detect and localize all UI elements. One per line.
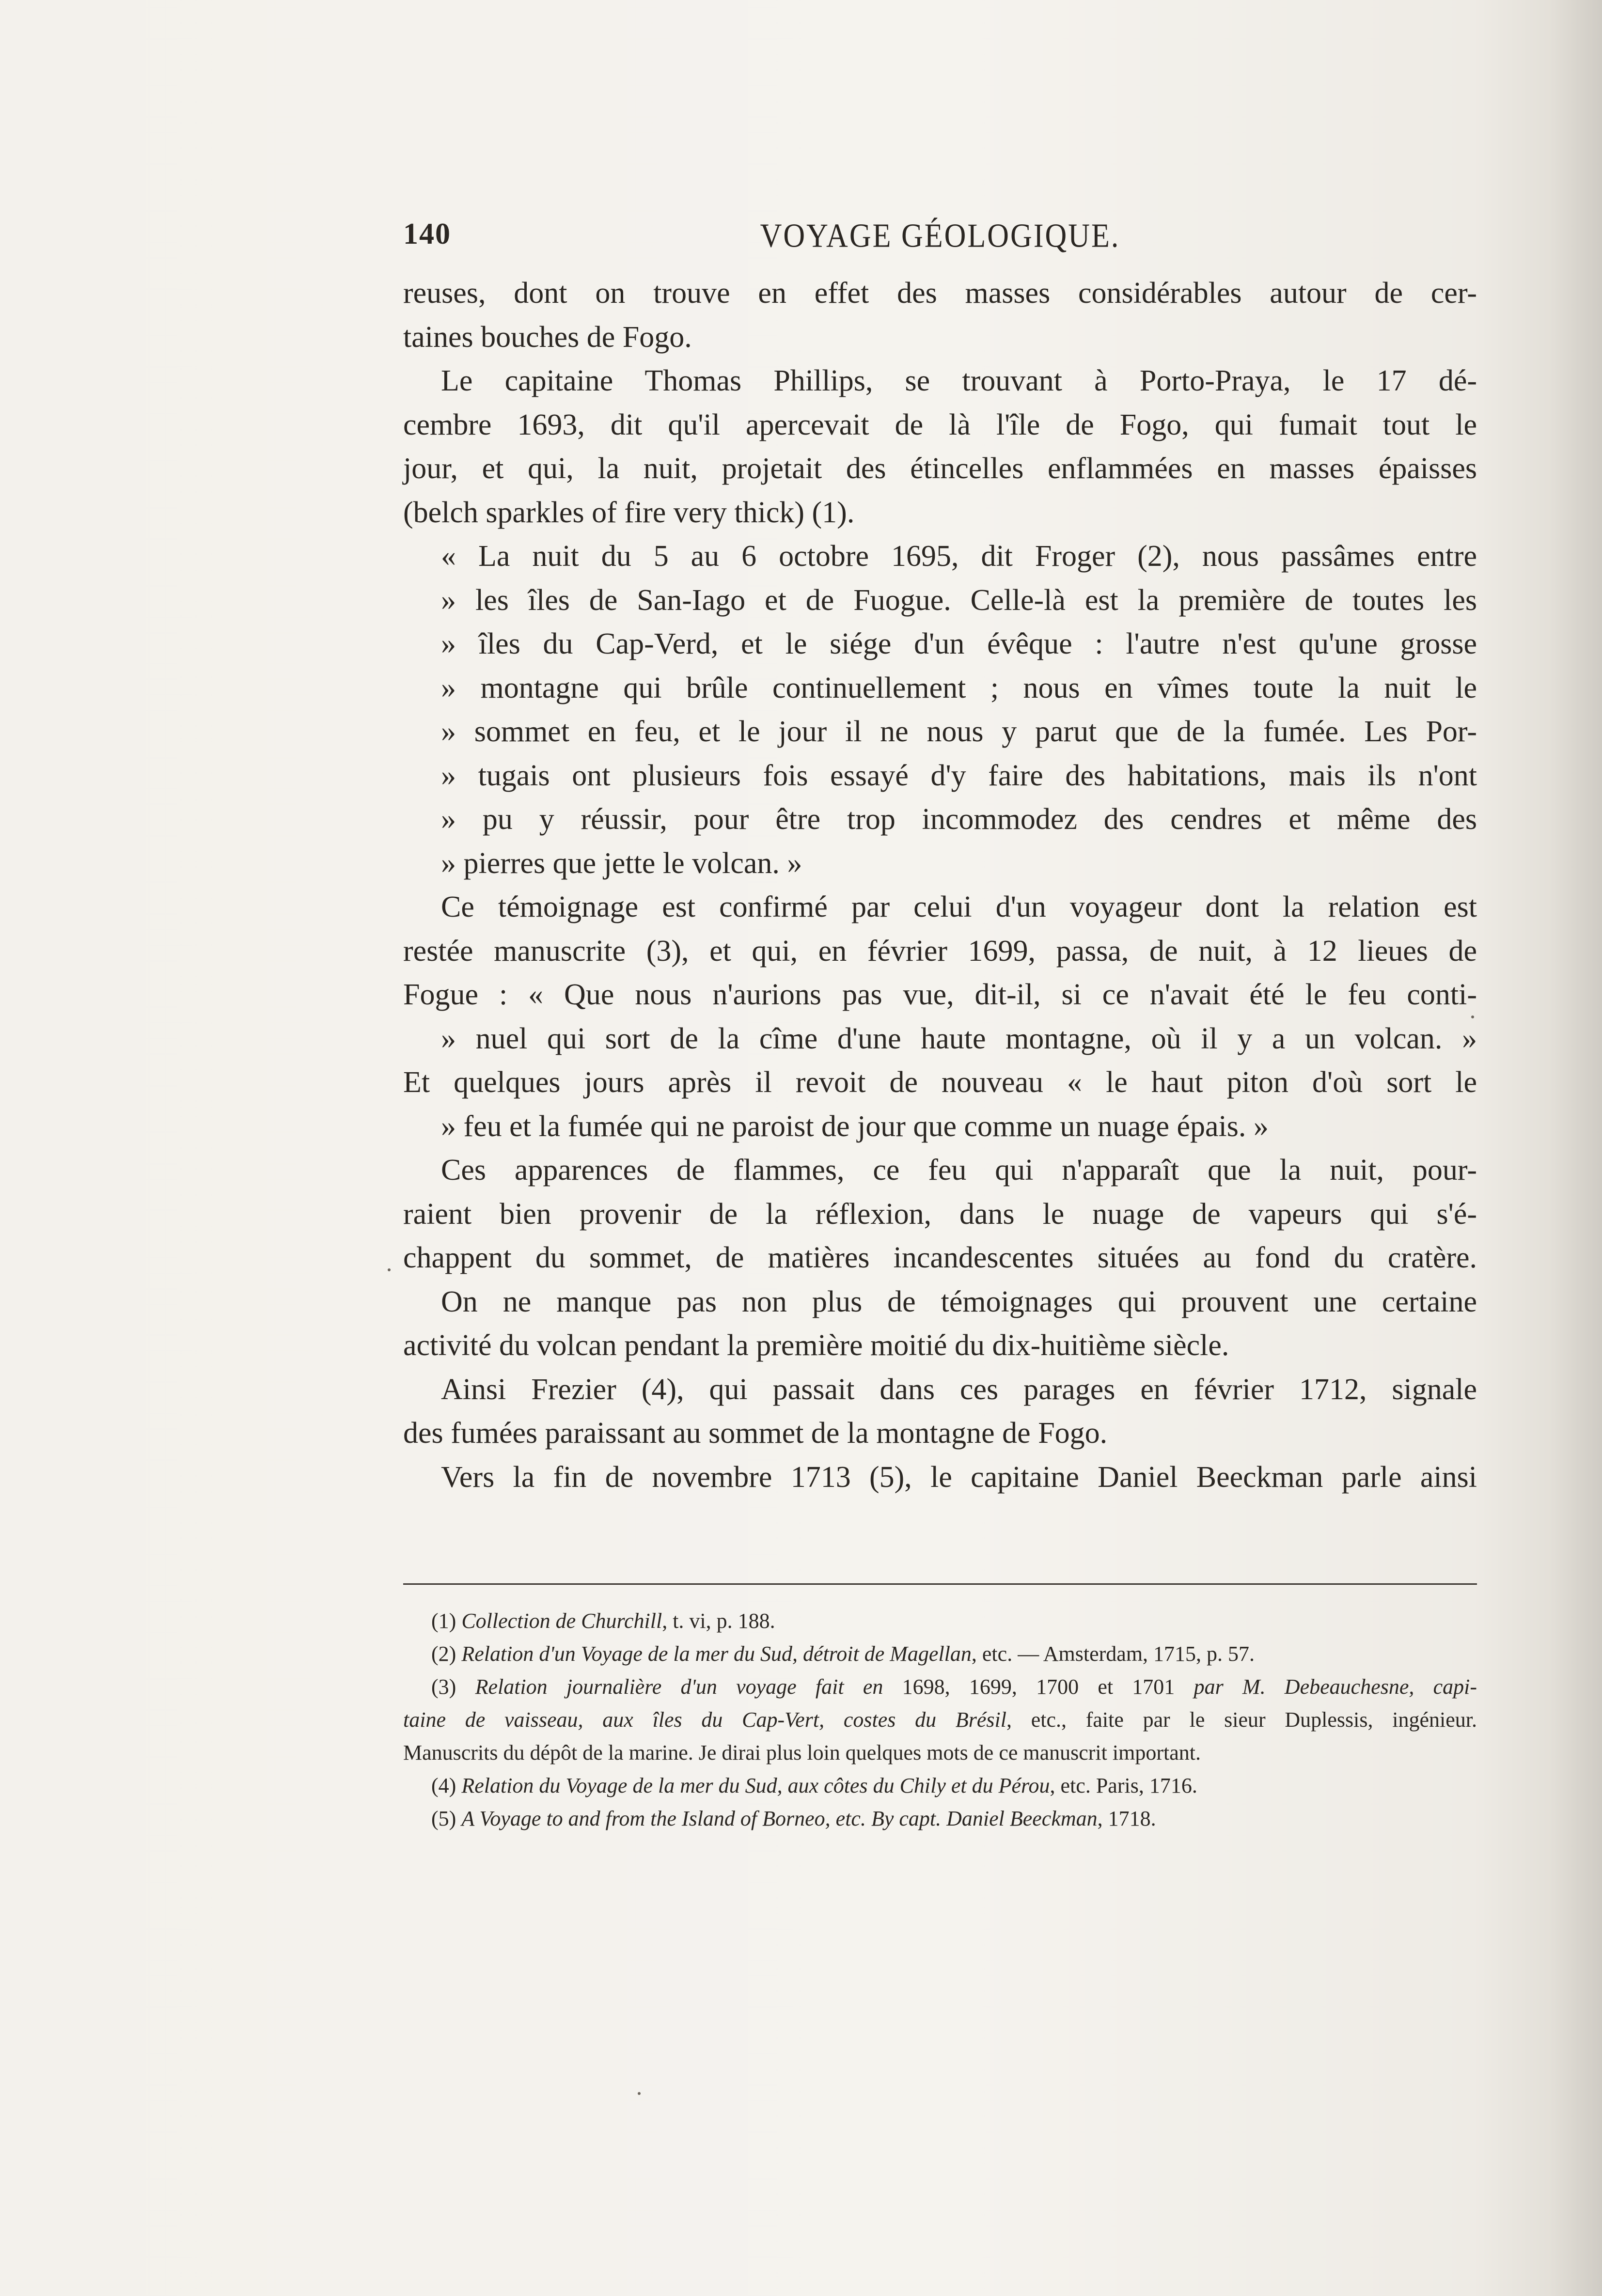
footnote-tail: , etc. Paris, 1716. bbox=[1050, 1774, 1197, 1797]
text-line: reuses, dont on trouve en effet des masses considérables autour de cer- bbox=[403, 277, 1477, 310]
footnote-tail: , etc. — Amsterdam, 1715, p. 57. bbox=[971, 1642, 1255, 1666]
paper-speck bbox=[1471, 1015, 1474, 1018]
footnote-tail: , t. vi, p. 188. bbox=[662, 1609, 775, 1633]
page-number: 140 bbox=[403, 218, 451, 250]
page-edge-shadow bbox=[1549, 0, 1602, 2296]
text-line: Ainsi Frezier (4), qui passait dans ces parages en février 1712, signale bbox=[441, 1373, 1477, 1406]
text-line: » nuel qui sort de la cîme d'une haute montagne, où il y a un volcan. » bbox=[441, 1022, 1477, 1055]
footnote-3-cont2: Manuscrits du dépôt de la marine. Je dirai plus loin quelques mots de ce manuscrit important. bbox=[403, 1741, 1201, 1765]
footnote-3-cont bbox=[403, 1703, 1477, 1736]
text-line: » pierres que jette le volcan. » bbox=[441, 846, 802, 880]
text-line: » les îles de San-Iago et de Fuogue. Celle-là est la première de toutes les bbox=[441, 583, 1477, 617]
text-line: » tugais ont plusieurs fois essayé d'y faire des habitations, mais ils n'ont bbox=[441, 759, 1477, 792]
text-line: Fogue : « Que nous n'aurions pas vue, dit-il, si ce n'avait été le feu conti- bbox=[403, 978, 1477, 1011]
footnote-1 bbox=[403, 1605, 1477, 1638]
text-line: activité du volcan pendant la première moitié du dix-huitième siècle. bbox=[403, 1329, 1229, 1362]
footnotes bbox=[403, 1605, 1477, 1835]
footnote-number: (3) bbox=[431, 1675, 456, 1699]
text-line: Ce témoignage est confirmé par celui d'un voyageur dont la relation est bbox=[441, 890, 1477, 923]
footnote-title: Relation d'un Voyage de la mer du Sud, détroit de Magellan bbox=[461, 1642, 972, 1666]
footnote-4 bbox=[403, 1769, 1477, 1802]
footnote-title: taine de vaisseau, aux îles du Cap-Vert, costes du Brésil bbox=[403, 1708, 1006, 1732]
footnote-title: A Voyage to and from the Island of Borneo, etc. By capt. Daniel Beeckman bbox=[461, 1807, 1098, 1830]
text-line: » feu et la fumée qui ne paroist de jour que comme un nuage épais. » bbox=[441, 1109, 1269, 1143]
text-line: Vers la fin de novembre 1713 (5), le capitaine Daniel Beeckman parle ainsi bbox=[441, 1460, 1477, 1494]
text-line: Et quelques jours après il revoit de nouveau « le haut piton d'où sort le bbox=[403, 1066, 1477, 1099]
text-line: » pu y réussir, pour être trop incommodez des cendres et même des bbox=[441, 803, 1477, 836]
footnote-title: Collection de Churchill bbox=[461, 1609, 662, 1633]
footnote-tail: , etc., faite par le sieur Duplessis, ingénieur. bbox=[1006, 1708, 1477, 1732]
paper-speck bbox=[638, 2092, 641, 2095]
text-line: « La nuit du 5 au 6 octobre 1695, dit Froger (2), nous passâmes entre bbox=[441, 540, 1477, 573]
footnote-title-cont: par M. Debeauchesne, capi- bbox=[1194, 1675, 1477, 1699]
footnote-number: (4) bbox=[431, 1774, 456, 1797]
running-title: VOYAGE GÉOLOGIQUE. bbox=[760, 218, 1120, 255]
footnote-5 bbox=[403, 1802, 1477, 1835]
text-line: Ces apparences de flammes, ce feu qui n'apparaît que la nuit, pour- bbox=[441, 1154, 1477, 1187]
text-line: cembre 1693, dit qu'il apercevait de là l'île de Fogo, qui fumait tout le bbox=[403, 408, 1477, 441]
footnote-title: Relation du Voyage de la mer du Sud, aux côtes du Chily et du Pérou bbox=[461, 1774, 1050, 1797]
text-line: jour, et qui, la nuit, projetait des étincelles enflammées en masses épaisses bbox=[403, 452, 1477, 485]
footnote-title: Relation journalière d'un voyage fait en bbox=[475, 1675, 883, 1699]
text-line: raient bien provenir de la réflexion, dans le nuage de vapeurs qui s'é- bbox=[403, 1197, 1477, 1231]
footnote-number: (1) bbox=[431, 1609, 456, 1633]
footnote-rule bbox=[403, 1583, 1477, 1585]
text-line: taines bouches de Fogo. bbox=[403, 320, 692, 354]
text-line: » îles du Cap-Verd, et le siége d'un évêque : l'autre n'est qu'une grosse bbox=[441, 627, 1477, 660]
text-line: » montagne qui brûle continuellement ; nous en vîmes toute la nuit le bbox=[441, 671, 1477, 704]
footnote-tail: , 1718. bbox=[1097, 1807, 1156, 1830]
footnote-3 bbox=[403, 1671, 1477, 1703]
footnote-number: (2) bbox=[431, 1642, 456, 1666]
footnote-number: (5) bbox=[431, 1807, 456, 1830]
text-line: Le capitaine Thomas Phillips, se trouvant à Porto-Praya, le 17 dé- bbox=[441, 364, 1477, 397]
text-line: (belch sparkles of fire very thick) (1). bbox=[403, 496, 855, 529]
page-header bbox=[403, 217, 1477, 256]
text-line: restée manuscrite (3), et qui, en février 1699, passa, de nuit, à 12 lieues de bbox=[403, 934, 1477, 968]
text-line: On ne manque pas non plus de témoignages qui prouvent une certaine bbox=[441, 1285, 1477, 1318]
text-line: des fumées paraissant au sommet de la montagne de Fogo. bbox=[403, 1417, 1108, 1450]
text-line: » sommet en feu, et le jour il ne nous y parut que de la fumée. Les Por- bbox=[441, 715, 1477, 748]
paper-speck bbox=[388, 1268, 391, 1271]
footnote-2 bbox=[403, 1638, 1477, 1671]
footnote-years: 1698, 1699, 1700 et 1701 bbox=[883, 1675, 1194, 1699]
body-text bbox=[403, 271, 1477, 1499]
text-line: chappent du sommet, de matières incandescentes situées au fond du cratère. bbox=[403, 1241, 1477, 1274]
